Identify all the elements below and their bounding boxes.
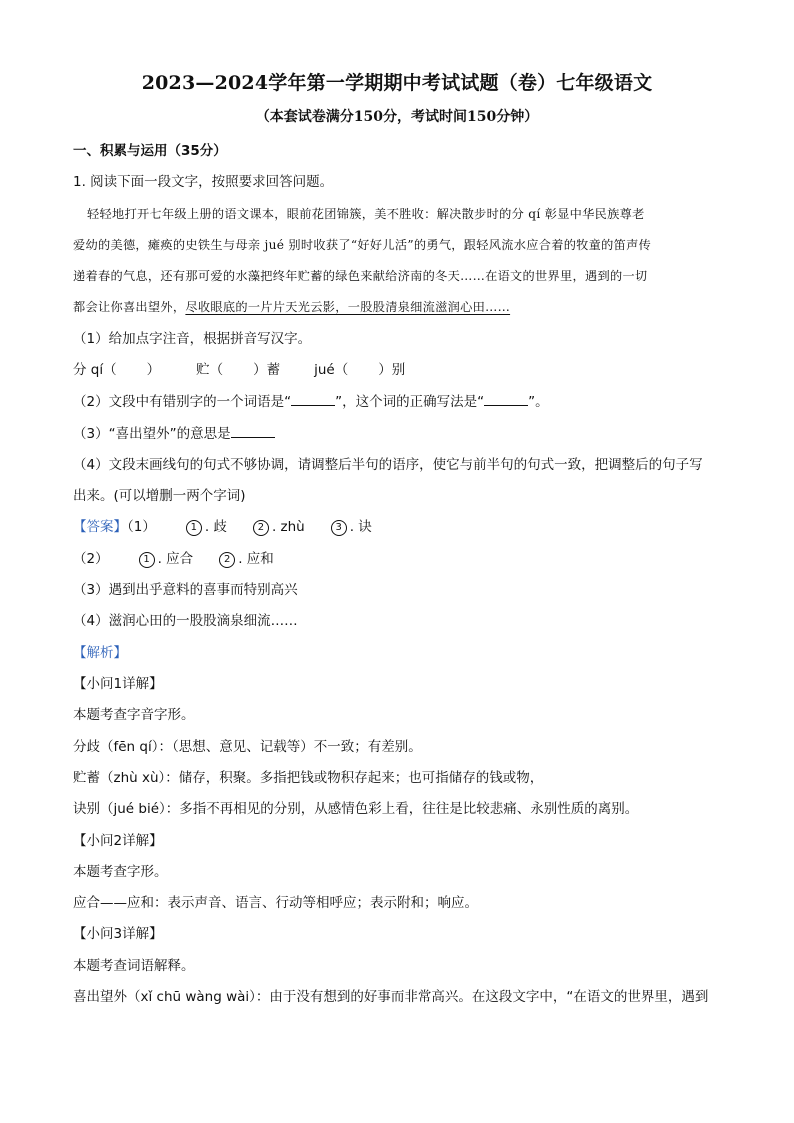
passage-line-2: 爱幼的美德，瘫痪的史铁生与母亲 jué 别时收获了“好好儿活”的勇气，跟轻风流水应合着的牧童的笛声传 [73,238,652,252]
question-stem: 1. 阅读下面一段文字，按照要求回答问题。 [73,174,334,190]
answer-blank-1[interactable] [291,393,335,406]
sub-question-3: （3）“喜出望外”的意思是 [73,425,275,443]
answer-blank-2[interactable] [484,393,528,406]
passage-line-4 [73,298,510,316]
passage-line-1: 轻轻地打开七年级上册的语文课本，眼前花团锦簇，美不胜收：解决散步时的分 qí 彰显中华民族尊老 [87,207,645,221]
detail-2-line: 应合——应和：表示声音、语言、行动等相呼应；表示附和；响应。 [73,895,478,911]
answer-blank-3[interactable] [231,425,275,438]
answer-1-2: 2 . zhù [253,519,305,535]
passage-line-4-text: 都会让你喜出望外， [73,300,186,314]
answer-row-4: （4）滋润心田的一股股滴泉细流…… [73,613,298,629]
page-title: 2023—2024学年第一学期期中考试试题（卷）七年级语文 [141,72,653,94]
detail-1-line-2: 贮蓄（zhù xù）：储存，积聚。多指把钱或物积存起来；也可指储存的钱或物， [73,770,544,786]
sub-question-1: （1）给加点字注音，根据拼音写汉字。 [73,331,312,347]
passage-line-3: 递着春的气息，还有那可爱的水藻把终年贮蓄的绿色来献给济南的冬天……在语文的世界里，遇到的一切 [73,269,648,283]
detail-2-intro: 本题考查字形。 [73,864,168,880]
detail-3-heading: 【小问3详解】 [73,926,163,942]
fill-row [73,361,405,379]
detail-1-intro: 本题考查字音字形。 [73,707,195,723]
answer-row-3: （3）遇到出乎意料的喜事而特别高兴 [73,582,298,598]
page-subtitle: （本套试卷满分150分，考试时间150分钟） [255,109,539,125]
detail-3-intro: 本题考查词语解释。 [73,958,195,974]
fill-item-2[interactable]: 贮（ ）蓄 [196,362,281,378]
answer-2-2: 2 . 应和 [219,551,274,567]
answer-label: 【答案】 [73,519,127,535]
detail-1-heading: 【小问1详解】 [73,676,163,692]
detail-2-heading: 【小问2详解】 [73,833,163,849]
analysis-label: 【解析】 [73,645,127,661]
fill-item-3[interactable]: jué（ ）别 [314,362,406,378]
sub-question-2: （2）文段中有错别字的一个词语是“ ”，这个词的正确写法是“ ”。 [73,394,549,410]
answer-row-1: 【答案】（1） 1 . 歧 2 . zhù 3 . 诀 [73,519,372,535]
section-heading: 一、积累与运用（35分） [73,143,227,159]
fill-item-1[interactable]: 分 qí（ ） [73,362,161,378]
answer-2-1: 1 . 应合 [139,551,194,567]
detail-1-line-3: 诀别（jué bié）：多指不再相见的分别，从感情色彩上看，往往是比较悲痛、永别性质的离别。 [73,801,639,817]
sub-question-4-line-2: 出来。(可以增删一两个字词) [73,488,246,504]
detail-1-line-1: 分歧（fēn qí）：（思想、意见、记载等）不一致；有差别。 [73,739,422,755]
detail-3-line: 喜出望外（xǐ chū wàng wài）：由于没有想到的好事而非常高兴。在这段文字中，“在语文的世界里，遇到 [73,989,709,1005]
sub-question-4-line-1: （4）文段末画线句的句式不够协调，请调整后半句的语序，使它与前半句的句式一致，把调整后的句子写 [73,457,703,473]
answer-1-1: 1 . 歧 [186,519,227,535]
answer-1-3: 3 . 诀 [331,519,372,535]
answer-row-2: （2） 1 . 应合 2 . 应和 [73,551,274,567]
underlined-sentence: 尽收眼底的一片片天光云影，一股股清泉细流滋润心田…… [185,300,511,314]
